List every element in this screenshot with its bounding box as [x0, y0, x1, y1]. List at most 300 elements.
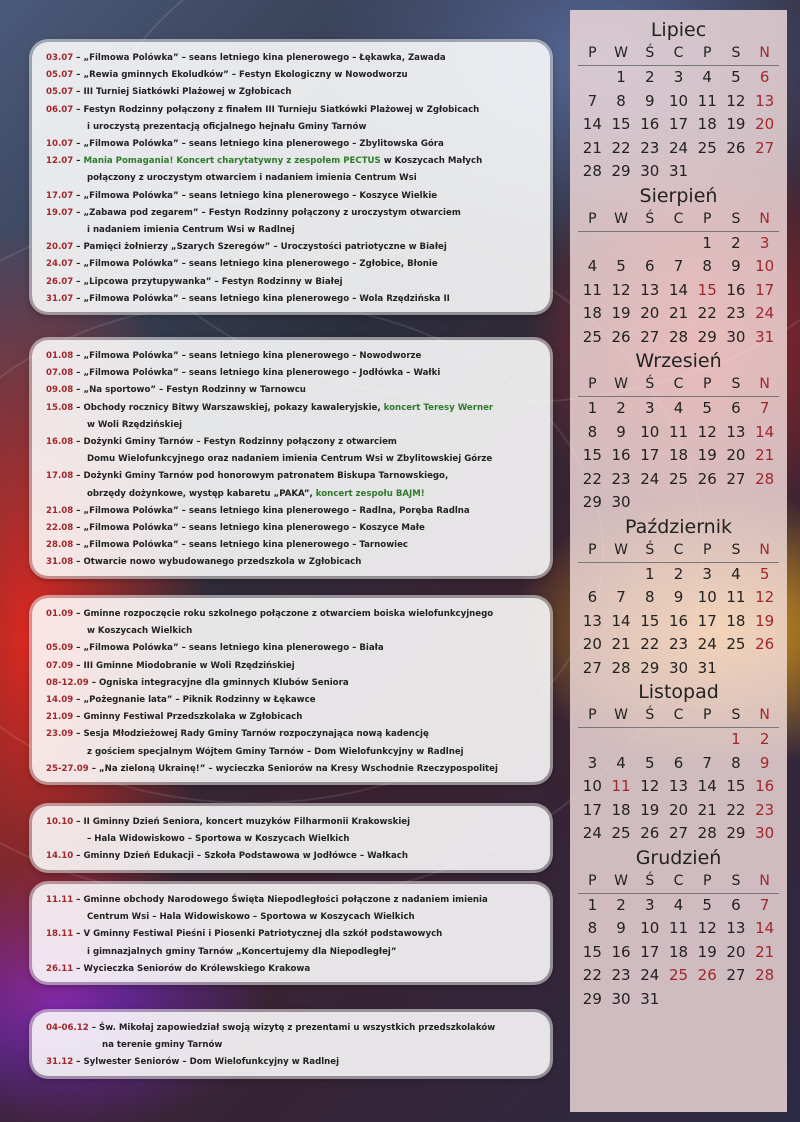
empty-cell — [578, 728, 607, 752]
event-date: 31.08 — [46, 557, 74, 568]
day-cell: 24 — [640, 469, 660, 488]
event-highlight: koncert zespołu BAJM! — [315, 488, 425, 499]
day-cell: 11 — [697, 91, 717, 110]
event-date: 21.08 — [46, 505, 74, 516]
day-cell: 29 — [611, 162, 631, 180]
day-cell: 24 — [697, 635, 717, 653]
event-line — [46, 153, 540, 170]
day-cell: 6 — [673, 753, 684, 772]
event-date: 09.08 — [46, 385, 74, 396]
event-line — [46, 848, 540, 865]
event-line — [46, 67, 540, 84]
day-cell: 13 — [726, 422, 746, 441]
event-text: – Sesja Młodzieżowej Rady Gminy Tarnów rozpoczynająca nową kadencję — [73, 729, 429, 740]
day-cell: 2 — [759, 730, 770, 748]
weekday-label: P — [588, 541, 597, 558]
event-text: i nadaniem imienia Centrum Wsi w Radlnej — [87, 225, 295, 236]
day-cell: 19 — [697, 446, 717, 464]
day-cell: 19 — [640, 800, 660, 819]
day-cell: 4 — [673, 399, 684, 417]
empty-cell — [693, 728, 722, 752]
event-text: – Obchody rocznicy Bitwy Warszawskiej, pokazy kawaleryjskie, — [73, 402, 384, 413]
day-cell: 4 — [616, 753, 626, 772]
day-cell: 6 — [759, 68, 770, 86]
month-name: Sierpień — [639, 184, 718, 207]
event-date: 10.07 — [46, 139, 74, 150]
weekday-header — [578, 373, 779, 397]
day-cell: 10 — [668, 91, 689, 110]
day-cell: 12 — [697, 422, 717, 441]
event-text: – Sylwester Seniorów – Dom Wielofunkcyjny w Radlnej — [73, 1057, 340, 1068]
weekday-label: P — [703, 707, 712, 723]
day-cell: 24 — [640, 966, 660, 984]
event-text: – III Turniej Siatkówki Plażowej w Zgłobicach — [73, 87, 292, 98]
event-line — [46, 675, 540, 692]
event-text: – Ogniska integracyjne dla gminnych Klubów Seniora — [88, 677, 349, 688]
day-cell: 31 — [668, 162, 689, 180]
day-cell: 9 — [731, 257, 741, 275]
day-cell: 13 — [668, 777, 689, 795]
day-cell: 13 — [755, 91, 775, 110]
event-line — [46, 520, 540, 537]
event-line — [46, 726, 540, 743]
event-line — [46, 222, 540, 239]
weekday-label: Ś — [645, 376, 655, 392]
day-cell: 12 — [726, 91, 746, 110]
event-line — [46, 1054, 540, 1071]
day-cell: 20 — [755, 115, 775, 133]
day-cell: 19 — [611, 304, 631, 322]
day-cell: 14 — [697, 777, 717, 795]
day-cell: 11 — [582, 280, 602, 299]
day-cell: 17 — [668, 115, 689, 133]
day-cell: 30 — [611, 493, 631, 511]
weekday-label: P — [703, 210, 712, 227]
day-cell: 10 — [640, 919, 660, 937]
day-cell: 9 — [616, 919, 626, 937]
day-cell: 19 — [755, 611, 775, 630]
day-cell: 15 — [726, 777, 746, 795]
day-cell: 8 — [587, 422, 598, 441]
day-cell: 29 — [726, 824, 746, 842]
event-text: – Św. Mikołaj zapowiedział swoją wizytę z prezentami u wszystkich przedszkolaków — [88, 1023, 496, 1033]
event-line — [46, 417, 540, 434]
day-cell: 23 — [611, 469, 631, 488]
day-cell: 7 — [673, 257, 684, 275]
event-date: 10.10 — [46, 817, 74, 827]
month-block — [570, 515, 787, 681]
day-cell: 11 — [611, 777, 631, 795]
day-cell: 2 — [673, 564, 684, 583]
events-panel-july — [32, 42, 550, 312]
day-cell: 15 — [582, 942, 602, 961]
day-cell: 8 — [702, 257, 712, 275]
empty-cell — [578, 563, 607, 587]
day-cell: 14 — [755, 422, 775, 441]
event-line — [46, 119, 540, 136]
event-line — [46, 503, 540, 520]
day-cell: 20 — [582, 635, 602, 653]
day-cell: 9 — [645, 91, 655, 110]
event-line — [46, 831, 540, 848]
day-cell: 1 — [702, 233, 712, 252]
day-cell: 12 — [640, 777, 660, 795]
day-cell: 26 — [755, 635, 775, 653]
event-date: 23.09 — [46, 729, 74, 740]
event-text: – „Na sportowo” – Festyn Rodzinny w Tarnowcu — [73, 385, 306, 396]
day-cell: 12 — [697, 919, 717, 937]
weekday-label: S — [731, 210, 741, 227]
day-cell: 25 — [668, 966, 689, 984]
event-date: 06.07 — [46, 104, 74, 115]
day-cell: 6 — [587, 588, 598, 606]
day-cell: 5 — [702, 895, 712, 914]
weekday-label: P — [588, 210, 597, 227]
day-grid — [578, 563, 779, 681]
day-cell: 25 — [668, 469, 689, 488]
event-line — [46, 606, 540, 623]
event-text: – „Filmowa Polówka” – seans letniego kina plenerowego – Tarnowiec — [73, 540, 408, 551]
day-cell: 18 — [668, 942, 689, 961]
weekday-label: W — [614, 541, 628, 558]
day-cell: 13 — [582, 611, 602, 630]
day-cell: 3 — [702, 564, 712, 583]
day-cell: 25 — [697, 138, 717, 157]
day-cell: 1 — [645, 564, 655, 583]
events-panel-october — [32, 806, 550, 870]
event-date: 22.08 — [46, 523, 74, 534]
event-date: 15.08 — [46, 402, 74, 413]
month-name: Grudzień — [635, 846, 722, 869]
day-cell: 8 — [731, 753, 741, 772]
event-date: 17.08 — [46, 471, 74, 482]
event-text: – „Filmowa Polówka” – seans letniego kina plenerowego – Wola Rzędzińska II — [73, 293, 450, 304]
day-cell: 3 — [587, 753, 598, 772]
day-cell: 21 — [582, 138, 602, 157]
weekday-label: P — [703, 45, 712, 61]
weekday-header — [578, 539, 779, 563]
event-line — [46, 1020, 540, 1037]
event-date: 19.07 — [46, 207, 74, 218]
weekday-label: C — [673, 376, 684, 392]
day-cell: 3 — [673, 68, 684, 86]
weekday-header — [578, 208, 779, 232]
month-name: Październik — [624, 515, 733, 538]
event-date: 14.09 — [46, 695, 74, 706]
month-block — [570, 680, 787, 846]
event-date: 16.08 — [46, 437, 74, 448]
event-line — [46, 274, 540, 291]
empty-cell — [635, 728, 664, 752]
day-cell: 7 — [616, 588, 626, 606]
day-cell: 16 — [611, 942, 631, 961]
day-cell: 12 — [611, 280, 631, 299]
weekday-label: Ś — [645, 541, 655, 558]
day-cell: 5 — [616, 257, 626, 275]
month-block — [570, 846, 787, 1012]
day-cell: 23 — [668, 635, 689, 653]
day-cell: 5 — [645, 753, 655, 772]
event-date: 17.07 — [46, 190, 74, 201]
day-cell: 4 — [702, 68, 712, 86]
day-grid — [578, 894, 779, 1012]
event-line — [46, 623, 540, 640]
day-cell: 22 — [582, 966, 602, 984]
event-line — [46, 814, 540, 831]
day-cell: 23 — [611, 966, 631, 984]
empty-cell — [664, 232, 693, 256]
event-date: 18.11 — [46, 929, 74, 940]
event-date: 21.09 — [46, 712, 74, 723]
event-line — [46, 537, 540, 554]
day-cell: 21 — [668, 304, 689, 322]
day-cell: 29 — [640, 658, 660, 677]
day-cell: 30 — [611, 989, 631, 1008]
event-line — [46, 909, 540, 926]
event-line — [46, 400, 540, 417]
day-cell: 4 — [587, 257, 598, 275]
event-line — [46, 84, 540, 101]
day-cell: 29 — [582, 493, 602, 511]
empty-cell — [578, 66, 607, 90]
day-cell: 6 — [645, 257, 655, 275]
weekday-label: C — [673, 541, 684, 558]
day-cell: 27 — [755, 138, 775, 157]
event-text: – Gminny Dzień Edukacji – Szkoła Podstawowa w Jodłówce – Wałkach — [73, 851, 409, 862]
weekday-label: P — [588, 707, 597, 723]
day-cell: 24 — [755, 304, 775, 322]
day-cell: 26 — [611, 327, 631, 346]
event-text: na terenie gminy Tarnów — [102, 1040, 223, 1051]
day-cell: 21 — [755, 942, 775, 961]
event-text: – Pamięci żołnierzy „Szarych Szeregów” – Uroczystości patriotyczne w Białej — [73, 242, 447, 253]
day-cell: 20 — [640, 304, 660, 322]
day-cell: 2 — [645, 68, 655, 86]
event-line — [46, 744, 540, 761]
event-line — [46, 348, 540, 365]
event-text: – Dożynki Gminy Tarnów pod honorowym patronatem Biskupa Tarnowskiego, — [73, 471, 449, 482]
event-date: 25-27.09 — [46, 763, 89, 774]
events-panel-november — [32, 884, 550, 982]
event-date: 07.08 — [46, 368, 74, 379]
day-cell: 31 — [755, 327, 775, 346]
day-cell: 11 — [668, 422, 689, 441]
day-cell: 11 — [668, 919, 689, 937]
day-cell: 10 — [755, 257, 775, 275]
day-cell: 12 — [755, 588, 775, 606]
weekday-label: N — [759, 210, 770, 227]
event-text: w Koszycach Małych — [380, 156, 483, 167]
day-cell: 27 — [726, 469, 746, 488]
day-cell: 4 — [673, 895, 684, 914]
event-line — [46, 50, 540, 67]
event-text: – „Rewia gminnych Ekoludków” – Festyn Ekologiczny w Nowodworzu — [73, 70, 408, 81]
event-line — [46, 468, 540, 485]
event-line — [46, 640, 540, 657]
day-cell: 16 — [611, 446, 631, 464]
event-text: z gościem specjalnym Wójtem Gminy Tarnów – Dom Wielofunkcyjny w Radlnej — [87, 746, 464, 757]
day-cell: 22 — [582, 469, 602, 488]
event-date: 14.10 — [46, 851, 74, 862]
event-text: obrzędy dożynkowe, występ kabaretu „PAKA”, — [87, 488, 316, 499]
day-cell: 27 — [582, 658, 602, 677]
day-cell: 16 — [640, 115, 660, 133]
event-text: – „Pożegnanie lata” – Piknik Rodzinny w Łękawce — [73, 695, 316, 706]
event-text: Domu Wielofunkcyjnego oraz nadaniem imienia Centrum Wsi w Zbylitowskiej Górze — [87, 454, 493, 465]
weekday-label: P — [703, 376, 712, 392]
day-cell: 17 — [640, 942, 660, 961]
event-text: – Wycieczka Seniorów do Królewskiego Krakowa — [73, 963, 311, 974]
event-text: połączony z uroczystym otwarciem i nadaniem imienia Centrum Wsi — [87, 173, 417, 184]
weekday-header — [578, 42, 779, 66]
day-cell: 14 — [582, 115, 602, 133]
event-text: – „Filmowa Polówka” – seans letniego kina plenerowego – Jodłówka – Wałki — [73, 368, 441, 379]
event-text: i uroczystą prezentacją oficjalnego hejnału Gminy Tarnów — [87, 121, 367, 132]
event-text: – Hala Widowiskowo – Sportowa w Koszycach Wielkich — [87, 834, 350, 845]
weekday-label: Ś — [645, 872, 655, 889]
weekday-label: P — [588, 872, 597, 889]
event-line — [46, 291, 540, 308]
day-cell: 26 — [697, 469, 717, 488]
month-block — [570, 349, 787, 515]
day-cell: 21 — [611, 635, 631, 653]
weekday-label: W — [614, 45, 628, 61]
event-line — [46, 709, 540, 726]
day-cell: 25 — [611, 824, 631, 842]
day-cell: 18 — [611, 800, 631, 819]
event-line — [46, 365, 540, 382]
event-text: – Festyn Rodzinny połączony z finałem III Turnieju Siatkówki Plażowej w Zgłobicach — [73, 104, 480, 115]
event-text: – „Filmowa Polówka” – seans letniego kina plenerowego – Koszyce Małe — [73, 523, 425, 534]
day-cell: 4 — [731, 564, 741, 583]
day-cell: 20 — [726, 446, 746, 464]
weekday-header — [578, 704, 779, 728]
day-cell: 8 — [616, 91, 626, 110]
event-text: – „Filmowa Polówka” – seans letniego kina plenerowego – Zgłobice, Błonie — [73, 259, 438, 270]
day-cell: 28 — [755, 469, 775, 488]
day-cell: 15 — [582, 446, 602, 464]
event-date: 04-06.12 — [46, 1023, 89, 1033]
weekday-label: S — [731, 376, 741, 392]
events-panel-december — [32, 1012, 550, 1076]
day-cell: 5 — [702, 399, 712, 417]
month-block — [570, 18, 787, 184]
day-cell: 30 — [755, 824, 775, 842]
day-grid — [578, 66, 779, 184]
day-cell: 22 — [726, 800, 746, 819]
day-cell: 28 — [668, 327, 689, 346]
day-cell: 3 — [645, 895, 655, 914]
event-line — [46, 205, 540, 222]
month-block — [570, 184, 787, 350]
day-grid — [578, 397, 779, 515]
weekday-header — [578, 870, 779, 894]
day-cell: 30 — [726, 327, 746, 346]
day-cell: 13 — [726, 919, 746, 937]
event-line — [46, 434, 540, 451]
month-name: Wrzesień — [635, 350, 722, 372]
event-text: – V Gminny Festiwal Pieśni i Piosenki Patriotycznej dla szkół podstawowych — [73, 929, 443, 940]
event-line — [46, 239, 540, 256]
weekday-label: C — [673, 707, 684, 723]
day-cell: 10 — [582, 777, 602, 795]
weekday-label: S — [731, 45, 741, 61]
event-date: 07.09 — [46, 660, 74, 671]
day-cell: 7 — [587, 91, 598, 110]
event-line — [46, 170, 540, 187]
day-cell: 6 — [731, 895, 741, 914]
weekday-label: Ś — [645, 45, 655, 61]
weekday-label: W — [614, 210, 628, 227]
event-date: 05.07 — [46, 87, 74, 98]
event-line — [46, 451, 540, 468]
day-cell: 6 — [731, 399, 741, 417]
day-cell: 9 — [673, 588, 684, 606]
event-text: – II Gminny Dzień Seniora, koncert muzyków Filharmonii Krakowskiej — [73, 817, 411, 827]
day-cell: 25 — [726, 635, 746, 653]
event-line — [46, 761, 540, 778]
event-date: 05.09 — [46, 643, 74, 654]
weekday-label: Ś — [645, 210, 655, 227]
day-cell: 5 — [731, 68, 741, 86]
day-cell: 26 — [697, 966, 717, 984]
empty-cell — [578, 232, 607, 256]
empty-cell — [607, 728, 636, 752]
day-cell: 31 — [640, 989, 660, 1008]
event-line — [46, 554, 540, 571]
day-cell: 27 — [640, 327, 660, 346]
day-cell: 15 — [640, 611, 660, 630]
day-cell: 1 — [587, 399, 598, 417]
event-date: 31.12 — [46, 1057, 74, 1068]
event-line — [46, 1037, 540, 1054]
weekday-label: S — [731, 541, 741, 558]
day-grid — [578, 232, 779, 350]
event-date: 08-12.09 — [46, 677, 89, 688]
weekday-label: P — [588, 376, 597, 392]
event-text: w Woli Rzędzińskiej — [87, 419, 183, 430]
day-cell: 19 — [697, 942, 717, 961]
event-line — [46, 961, 540, 978]
month-name: Listopad — [638, 681, 719, 703]
day-cell: 14 — [668, 280, 689, 299]
day-cell: 10 — [697, 588, 717, 606]
day-cell: 17 — [697, 611, 717, 630]
event-date: 26.11 — [46, 963, 74, 974]
empty-cell — [607, 563, 636, 587]
weekday-label: C — [673, 45, 684, 61]
day-cell: 23 — [755, 800, 775, 819]
day-cell: 17 — [755, 280, 775, 299]
event-text: – III Gminne Miodobranie w Woli Rzędzińskiej — [73, 660, 295, 671]
event-line — [46, 926, 540, 943]
day-cell: 15 — [697, 280, 717, 299]
day-cell: 20 — [726, 942, 746, 961]
event-date: 12.07 — [46, 156, 74, 167]
event-text: w Koszycach Wielkich — [87, 626, 193, 637]
day-cell: 5 — [759, 564, 770, 583]
day-cell: 18 — [582, 304, 602, 322]
day-cell: 22 — [611, 138, 631, 157]
event-text: – „Zabawa pod zegarem” – Festyn Rodzinny połączony z uroczystym otwarciem — [73, 207, 461, 218]
weekday-label: N — [759, 541, 770, 558]
event-text: – „Filmowa Polówka” – seans letniego kina plenerowego – Zbylitowska Góra — [73, 139, 444, 150]
event-text: – Dożynki Gminy Tarnów – Festyn Rodzinny połączony z otwarciem — [73, 437, 397, 448]
empty-cell — [607, 232, 636, 256]
day-cell: 3 — [645, 399, 655, 417]
day-cell: 16 — [726, 280, 746, 299]
event-text: – Otwarcie nowo wybudowanego przedszkola w Zgłobicach — [73, 557, 362, 568]
